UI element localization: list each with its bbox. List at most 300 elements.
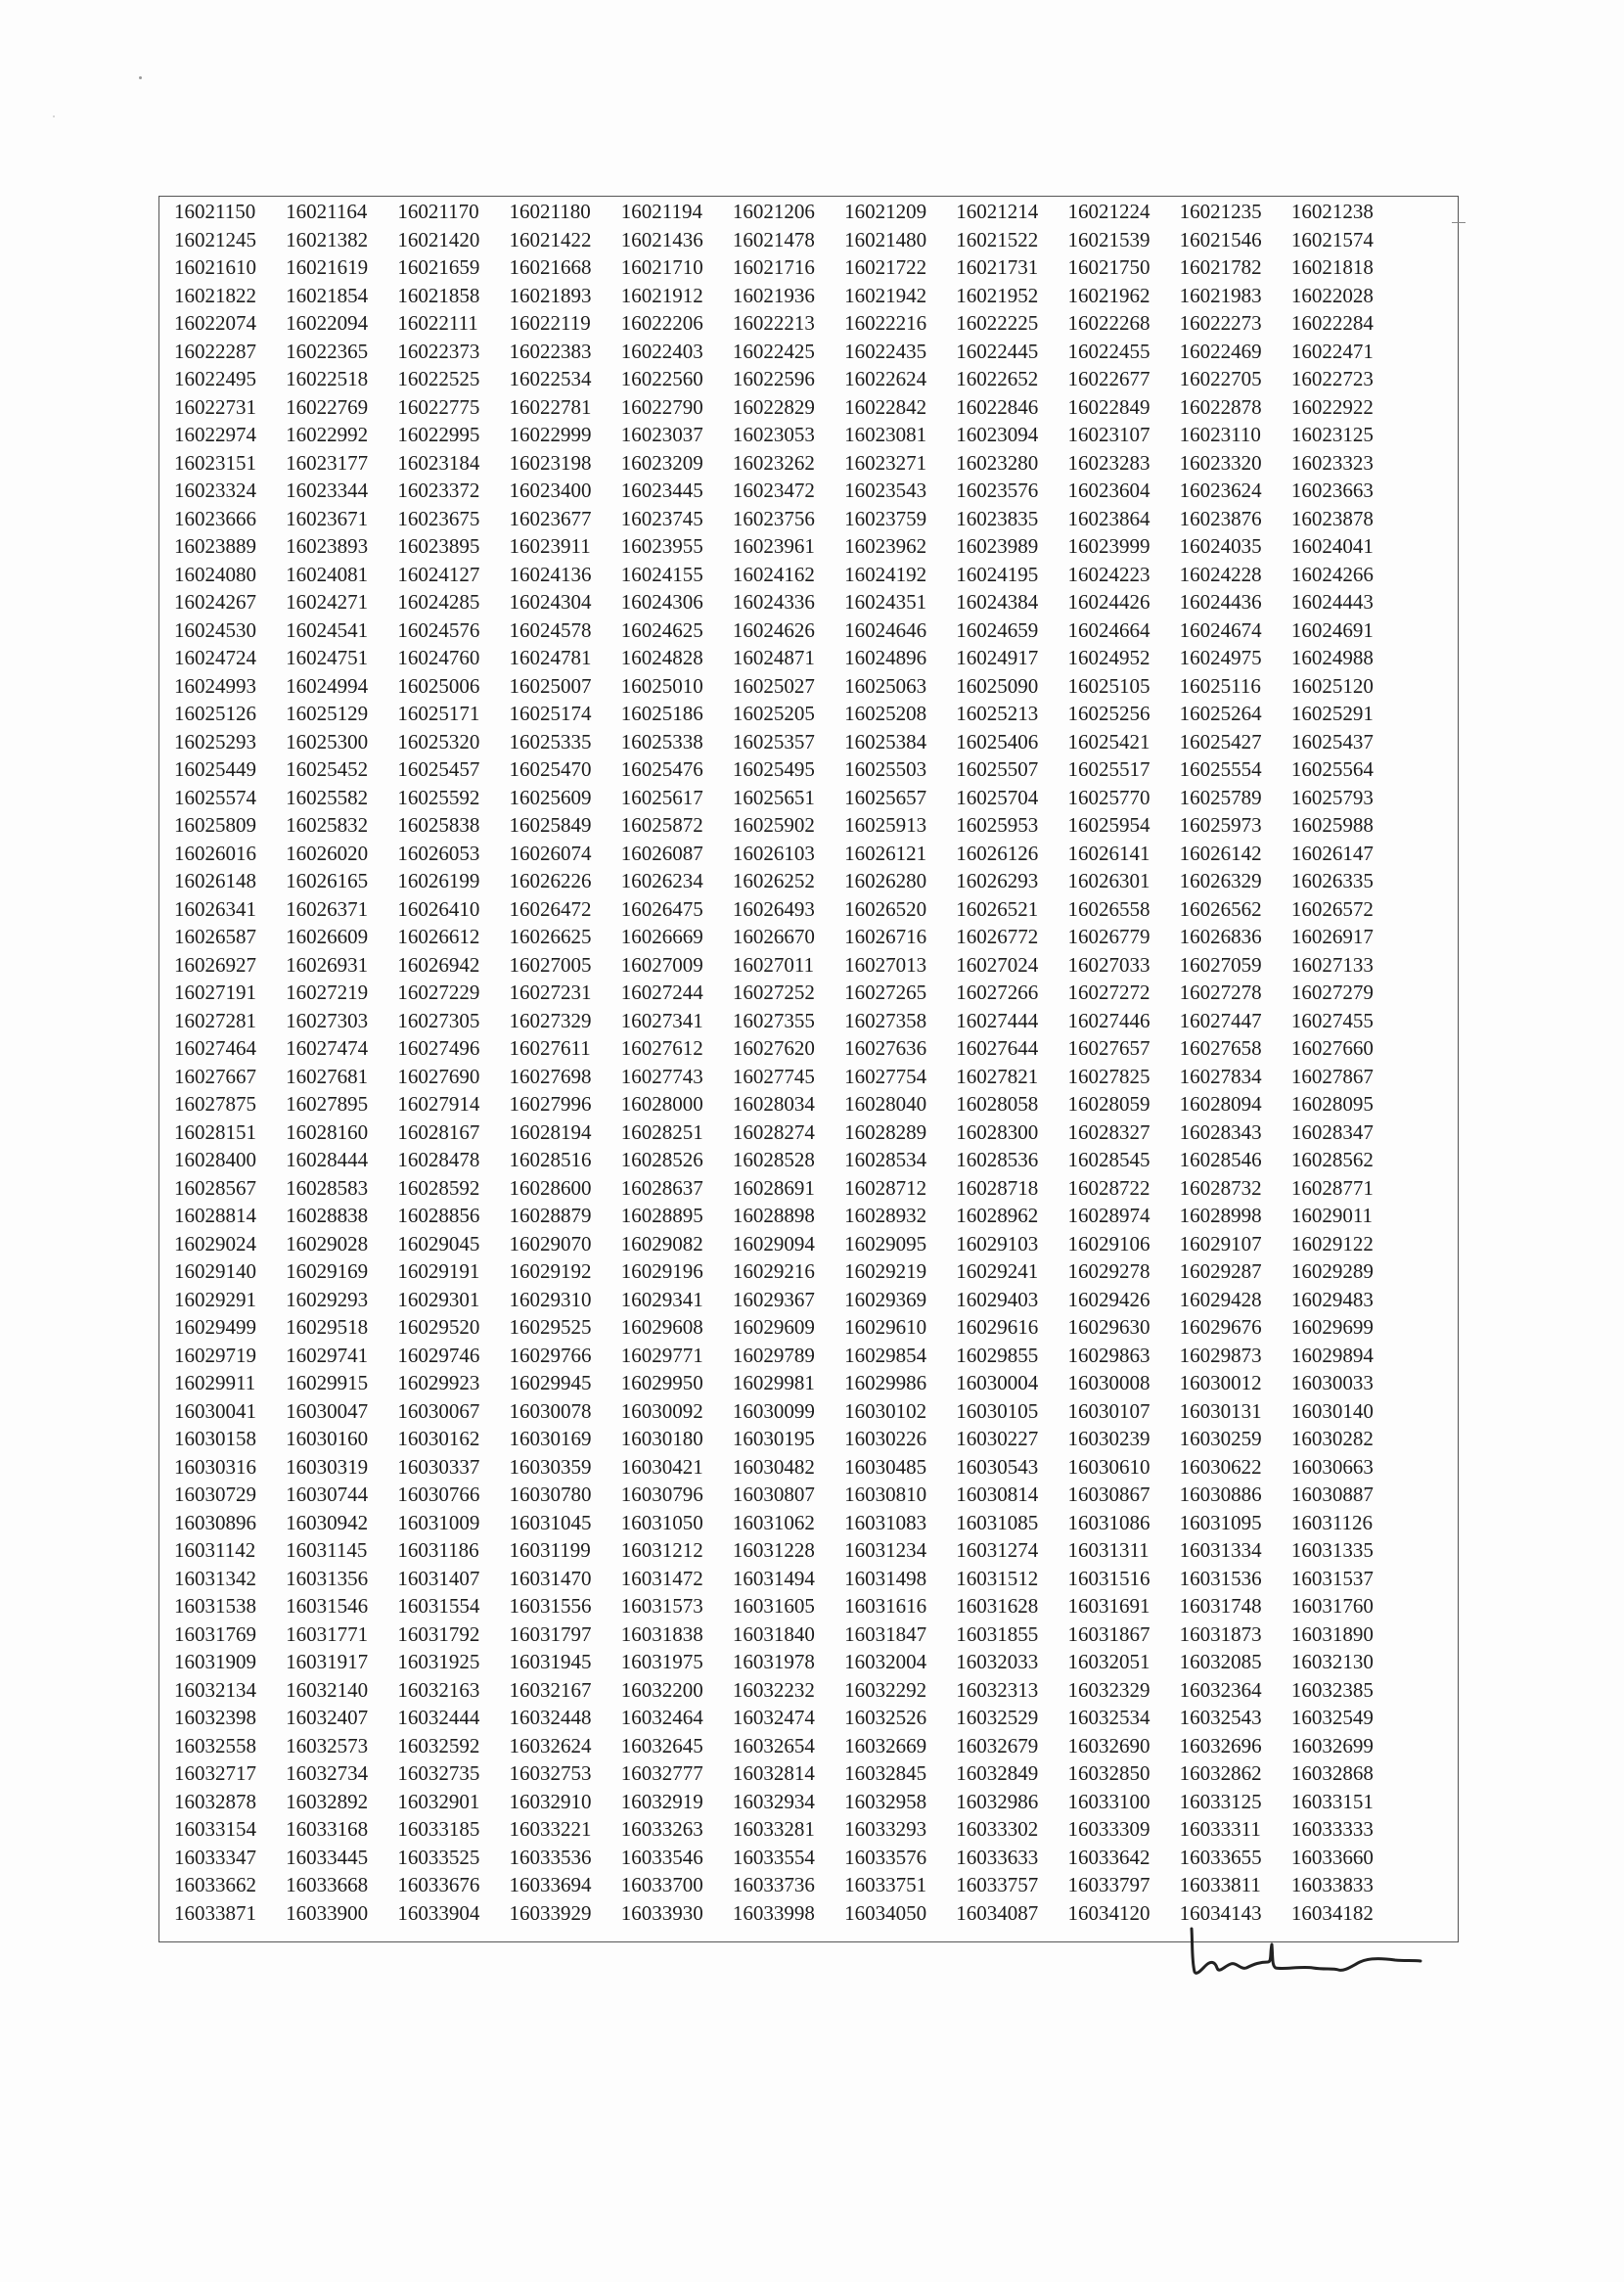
table-cell: 16025205 bbox=[732, 702, 815, 725]
table-cell: 16029192 bbox=[509, 1259, 592, 1283]
table-cell: 16029278 bbox=[1067, 1259, 1150, 1283]
table-cell: 16023262 bbox=[732, 450, 815, 475]
table-cell: 16024195 bbox=[956, 562, 1039, 586]
table-cell: 16029191 bbox=[397, 1259, 480, 1283]
table-cell: 16025116 bbox=[1179, 673, 1261, 698]
table-cell: 16027698 bbox=[509, 1064, 592, 1088]
table-cell: 16030744 bbox=[286, 1483, 369, 1506]
table-cell: 16029045 bbox=[397, 1231, 480, 1255]
table-cell: 16025809 bbox=[174, 813, 256, 837]
table-cell: 16029894 bbox=[1290, 1343, 1374, 1367]
table-cell: 16034050 bbox=[844, 1900, 927, 1925]
table-cell: 16021194 bbox=[620, 200, 702, 223]
table-cell: 16030195 bbox=[732, 1427, 815, 1450]
table-cell: 16026927 bbox=[174, 952, 256, 977]
table-cell: 16029945 bbox=[509, 1371, 592, 1394]
table-cell: 16028516 bbox=[509, 1148, 592, 1171]
table-cell: 16030814 bbox=[956, 1483, 1039, 1506]
table-cell: 16026053 bbox=[397, 841, 480, 865]
table-cell: 16026670 bbox=[732, 925, 815, 948]
table-cell: 16033662 bbox=[174, 1873, 256, 1896]
table-cell: 16024192 bbox=[844, 562, 927, 586]
table-cell: 16030008 bbox=[1067, 1371, 1150, 1394]
table-cell: 16030140 bbox=[1290, 1398, 1374, 1423]
table-cell: 16028251 bbox=[620, 1119, 703, 1144]
table-cell: 16021942 bbox=[844, 283, 927, 307]
table-cell: 16034182 bbox=[1290, 1900, 1374, 1925]
table-cell: 16026126 bbox=[956, 841, 1039, 865]
table-cell: 16032140 bbox=[286, 1677, 369, 1702]
table-cell: 16029289 bbox=[1290, 1259, 1374, 1283]
table-cell: 16021731 bbox=[956, 255, 1039, 279]
table-cell: 16033221 bbox=[509, 1817, 592, 1841]
table-cell: 16028058 bbox=[956, 1092, 1039, 1116]
table-cell: 16027265 bbox=[844, 981, 927, 1004]
table-cell: 16029216 bbox=[732, 1259, 815, 1283]
table-cell: 16029024 bbox=[174, 1231, 256, 1255]
table-cell: 16030227 bbox=[956, 1427, 1039, 1450]
table-cell: 16031274 bbox=[956, 1538, 1039, 1562]
table-cell: 16025300 bbox=[286, 729, 369, 753]
table-cell: 16027033 bbox=[1067, 952, 1150, 977]
table-cell: 16021854 bbox=[286, 283, 369, 307]
table-cell: 16025838 bbox=[397, 813, 480, 837]
table-cell: 16030867 bbox=[1067, 1483, 1150, 1506]
table-cell: 16032167 bbox=[509, 1677, 592, 1702]
table-cell: 16030282 bbox=[1290, 1427, 1374, 1450]
table-cell: 16025320 bbox=[397, 729, 480, 753]
table-cell: 16022652 bbox=[956, 367, 1039, 390]
table-cell: 16027612 bbox=[620, 1036, 703, 1060]
table-cell: 16030807 bbox=[732, 1483, 815, 1506]
table-cell: 16033757 bbox=[956, 1873, 1039, 1896]
table-cell: 16028932 bbox=[844, 1204, 927, 1227]
table-cell: 16027754 bbox=[844, 1064, 927, 1088]
table-cell: 16025988 bbox=[1290, 813, 1374, 837]
table-cell: 16033655 bbox=[1179, 1845, 1262, 1869]
table-cell: 16030319 bbox=[286, 1454, 369, 1479]
table-cell: 16029915 bbox=[286, 1371, 369, 1394]
table-cell: 16029028 bbox=[286, 1231, 369, 1255]
table-cell: 16034120 bbox=[1067, 1900, 1150, 1925]
table-cell: 16022225 bbox=[956, 311, 1039, 335]
table-cell: 16033281 bbox=[732, 1817, 815, 1841]
table-cell: 16031978 bbox=[732, 1650, 815, 1673]
table-cell: 16023177 bbox=[286, 450, 369, 475]
table-cell: 16023320 bbox=[1179, 450, 1262, 475]
table-cell: 16025770 bbox=[1067, 785, 1150, 809]
table-cell: 16032892 bbox=[286, 1789, 369, 1813]
table-cell: 16028040 bbox=[844, 1092, 927, 1116]
table-cell: 16021238 bbox=[1290, 200, 1374, 223]
table-cell: 16028536 bbox=[956, 1148, 1039, 1171]
table-cell: 16025129 bbox=[286, 702, 369, 725]
table-cell: 16026087 bbox=[620, 841, 703, 865]
table-cell: 16022403 bbox=[620, 339, 703, 363]
table-cell: 16024035 bbox=[1179, 534, 1262, 558]
table-cell: 16022425 bbox=[732, 339, 815, 363]
table-cell: 16024659 bbox=[956, 617, 1039, 642]
table-cell: 16022534 bbox=[509, 367, 592, 390]
table-cell: 16021983 bbox=[1179, 283, 1262, 307]
table-cell: 16031494 bbox=[732, 1566, 815, 1590]
table-cell: 16028327 bbox=[1067, 1119, 1150, 1144]
table-cell: 16031142 bbox=[174, 1538, 256, 1562]
table-cell: 16034087 bbox=[956, 1900, 1039, 1925]
table-cell: 16025452 bbox=[286, 757, 369, 781]
table-cell: 16024917 bbox=[956, 646, 1039, 669]
table-cell: 16032529 bbox=[956, 1706, 1039, 1729]
table-cell: 16023878 bbox=[1290, 506, 1374, 530]
table-cell: 16030622 bbox=[1179, 1454, 1262, 1479]
table-cell: 16023324 bbox=[174, 479, 256, 502]
table-cell: 16027013 bbox=[844, 952, 927, 977]
table-cell: 16030610 bbox=[1067, 1454, 1150, 1479]
table-cell: 16021245 bbox=[174, 227, 256, 251]
table-cell: 16023344 bbox=[286, 479, 369, 502]
table-cell: 16021574 bbox=[1290, 227, 1374, 251]
table-cell: 16032845 bbox=[844, 1761, 927, 1785]
table-cell: 16024674 bbox=[1179, 617, 1262, 642]
table-cell: 16022790 bbox=[620, 394, 703, 419]
table-cell: 16025592 bbox=[397, 785, 480, 809]
table-cell: 16032814 bbox=[732, 1761, 815, 1785]
table-cell: 16029011 bbox=[1290, 1204, 1374, 1227]
table-cell: 16032868 bbox=[1290, 1761, 1374, 1785]
table-cell: 16029746 bbox=[397, 1343, 480, 1367]
table-cell: 16029771 bbox=[620, 1343, 703, 1367]
table-cell: 16025406 bbox=[956, 729, 1039, 753]
table-cell: 16022206 bbox=[620, 311, 703, 335]
table-cell: 16032051 bbox=[1067, 1650, 1150, 1673]
table-cell: 16027745 bbox=[732, 1064, 815, 1088]
table-cell: 16022596 bbox=[732, 367, 815, 390]
table-cell: 16031228 bbox=[732, 1538, 815, 1562]
table-cell: 16029630 bbox=[1067, 1315, 1150, 1339]
table-cell: 16024155 bbox=[620, 562, 703, 586]
table-cell: 16023911 bbox=[509, 534, 591, 558]
table-cell: 16022995 bbox=[397, 423, 480, 446]
table-cell: 16026234 bbox=[620, 869, 703, 892]
table-cell: 16033536 bbox=[509, 1845, 592, 1869]
table-cell: 16029863 bbox=[1067, 1343, 1150, 1367]
table-cell: 16028095 bbox=[1290, 1092, 1374, 1116]
table-cell: 16030226 bbox=[844, 1427, 927, 1450]
table-cell: 16027005 bbox=[509, 952, 592, 977]
table-cell: 16032958 bbox=[844, 1789, 927, 1813]
table-cell: 16030485 bbox=[844, 1454, 927, 1479]
table-cell: 16029518 bbox=[286, 1315, 369, 1339]
table-cell: 16027825 bbox=[1067, 1064, 1150, 1088]
table-cell: 16027496 bbox=[397, 1036, 480, 1060]
table-cell: 16033302 bbox=[956, 1817, 1039, 1841]
table-cell: 16026572 bbox=[1290, 896, 1374, 921]
table-cell: 16030067 bbox=[397, 1398, 480, 1423]
table-cell: 16023759 bbox=[844, 506, 927, 530]
table-cell: 16031760 bbox=[1290, 1594, 1374, 1618]
table-cell: 16031472 bbox=[620, 1566, 703, 1590]
table-cell: 16024228 bbox=[1179, 562, 1262, 586]
table-cell: 16025609 bbox=[509, 785, 592, 809]
table-cell: 16023209 bbox=[620, 450, 703, 475]
table-cell: 16029525 bbox=[509, 1315, 592, 1339]
table-cell: 16031516 bbox=[1067, 1566, 1150, 1590]
table-cell: 16031945 bbox=[509, 1650, 592, 1673]
table-cell: 16025554 bbox=[1179, 757, 1262, 781]
table-cell: 16024626 bbox=[732, 617, 815, 642]
table-cell: 16024994 bbox=[286, 673, 369, 698]
table-cell: 16026016 bbox=[174, 841, 256, 865]
table-cell: 16024436 bbox=[1179, 590, 1262, 614]
table-cell: 16023895 bbox=[397, 534, 480, 558]
table-cell: 16026410 bbox=[397, 896, 480, 921]
table-cell: 16021170 bbox=[397, 200, 479, 223]
table-cell: 16029341 bbox=[620, 1287, 703, 1311]
table-cell: 16033311 bbox=[1179, 1817, 1261, 1841]
table-cell: 16027024 bbox=[956, 952, 1039, 977]
scan-speck bbox=[139, 76, 142, 79]
table-cell: 16029986 bbox=[844, 1371, 927, 1394]
table-cell: 16024080 bbox=[174, 562, 256, 586]
table-cell: 16024285 bbox=[397, 590, 480, 614]
table-cell: 16030105 bbox=[956, 1398, 1039, 1423]
table-cell: 16028856 bbox=[397, 1204, 480, 1227]
table-cell: 16024724 bbox=[174, 646, 256, 669]
table-cell: 16024646 bbox=[844, 617, 927, 642]
table-cell: 16025617 bbox=[620, 785, 703, 809]
table-cell: 16022273 bbox=[1179, 311, 1262, 335]
table-cell: 16025832 bbox=[286, 813, 369, 837]
table-cell: 16032534 bbox=[1067, 1706, 1150, 1729]
table-cell: 16022999 bbox=[509, 423, 592, 446]
table-cell: 16026199 bbox=[397, 869, 480, 892]
table-cell: 16031554 bbox=[397, 1594, 480, 1618]
table-cell: 16027279 bbox=[1290, 981, 1374, 1004]
table-cell: 16027834 bbox=[1179, 1064, 1262, 1088]
table-cell: 16026252 bbox=[732, 869, 815, 892]
table-cell: 16026612 bbox=[397, 925, 480, 948]
table-cell: 16028898 bbox=[732, 1204, 815, 1227]
table-cell: 16022781 bbox=[509, 394, 592, 419]
table-cell: 16031909 bbox=[174, 1650, 256, 1673]
table-cell: 16027303 bbox=[286, 1008, 369, 1032]
table-cell: 16033998 bbox=[732, 1900, 815, 1925]
table-cell: 16025007 bbox=[509, 673, 592, 698]
table-cell: 16023037 bbox=[620, 423, 703, 446]
table-cell: 16023543 bbox=[844, 479, 927, 502]
table-cell: 16030004 bbox=[956, 1371, 1039, 1394]
table-cell: 16032444 bbox=[397, 1706, 480, 1729]
table-cell: 16031538 bbox=[174, 1594, 256, 1618]
table-cell: 16023989 bbox=[956, 534, 1039, 558]
table-cell: 16027867 bbox=[1290, 1064, 1374, 1088]
table-cell: 16028962 bbox=[956, 1204, 1039, 1227]
table-cell: 16023445 bbox=[620, 479, 703, 502]
table-cell: 16026020 bbox=[286, 841, 369, 865]
table-cell: 16029609 bbox=[732, 1315, 815, 1339]
table-cell: 16029287 bbox=[1179, 1259, 1262, 1283]
table-cell: 16021164 bbox=[286, 200, 368, 223]
table-cell: 16025495 bbox=[732, 757, 815, 781]
table-cell: 16033929 bbox=[509, 1900, 592, 1925]
table-cell: 16028343 bbox=[1179, 1119, 1262, 1144]
table-cell: 16033445 bbox=[286, 1845, 369, 1869]
table-cell: 16026148 bbox=[174, 869, 256, 892]
table-cell: 16025564 bbox=[1290, 757, 1374, 781]
table-cell: 16029616 bbox=[956, 1315, 1039, 1339]
table-cell: 16021235 bbox=[1179, 200, 1262, 223]
table-cell: 16029610 bbox=[844, 1315, 927, 1339]
table-cell: 16028974 bbox=[1067, 1204, 1150, 1227]
table-cell: 16033100 bbox=[1067, 1789, 1150, 1813]
table-cell: 16023198 bbox=[509, 450, 592, 475]
table-cell: 16025872 bbox=[620, 813, 703, 837]
table-cell: 16029950 bbox=[620, 1371, 703, 1394]
table-cell: 16025335 bbox=[509, 729, 592, 753]
table-cell: 16022028 bbox=[1290, 283, 1374, 307]
table-cell: 16030160 bbox=[286, 1427, 369, 1450]
table-cell: 16032085 bbox=[1179, 1650, 1262, 1673]
table-cell: 16024760 bbox=[397, 646, 480, 669]
table-cell: 16031771 bbox=[286, 1621, 369, 1646]
table-cell: 16033811 bbox=[1179, 1873, 1261, 1896]
table-cell: 16033185 bbox=[397, 1817, 480, 1841]
table-cell: 16023053 bbox=[732, 423, 815, 446]
table-cell: 16027455 bbox=[1290, 1008, 1374, 1032]
table-cell: 16030359 bbox=[509, 1454, 592, 1479]
table-cell: 16033554 bbox=[732, 1845, 815, 1869]
signature-icon bbox=[1186, 1923, 1428, 1993]
table-cell: 16025457 bbox=[397, 757, 480, 781]
table-cell: 16022287 bbox=[174, 339, 256, 363]
table-cell: 16032474 bbox=[732, 1706, 815, 1729]
table-cell: 16028300 bbox=[956, 1119, 1039, 1144]
table-cell: 16028732 bbox=[1179, 1175, 1262, 1200]
table-cell: 16022284 bbox=[1290, 311, 1374, 335]
table-cell: 16031095 bbox=[1179, 1510, 1262, 1534]
table-cell: 16025503 bbox=[844, 757, 927, 781]
table-cell: 16031925 bbox=[397, 1650, 480, 1673]
table-cell: 16026165 bbox=[286, 869, 369, 892]
table-cell: 16023081 bbox=[844, 423, 927, 446]
table-cell: 16023184 bbox=[397, 450, 480, 475]
table-cell: 16022849 bbox=[1067, 394, 1150, 419]
table-cell: 16031126 bbox=[1290, 1510, 1374, 1534]
table-cell: 16021716 bbox=[732, 255, 815, 279]
table-cell: 16029483 bbox=[1290, 1287, 1374, 1311]
table-cell: 16027358 bbox=[844, 1008, 927, 1032]
table-cell: 16021822 bbox=[174, 283, 256, 307]
table-cell: 16025027 bbox=[732, 673, 815, 698]
table-cell: 16027447 bbox=[1179, 1008, 1262, 1032]
table-cell: 16032448 bbox=[509, 1706, 592, 1729]
table-cell: 16033525 bbox=[397, 1845, 480, 1869]
table-cell: 16033797 bbox=[1067, 1873, 1150, 1896]
table-cell: 16034143 bbox=[1179, 1900, 1262, 1925]
table-cell: 16029789 bbox=[732, 1343, 815, 1367]
table-cell: 16030780 bbox=[509, 1483, 592, 1506]
table-cell: 16033293 bbox=[844, 1817, 927, 1841]
table-cell: 16022775 bbox=[397, 394, 480, 419]
table-cell: 16031145 bbox=[286, 1538, 368, 1562]
table-cell: 16024691 bbox=[1290, 617, 1374, 642]
table-cell: 16025582 bbox=[286, 785, 369, 809]
table-cell: 16025437 bbox=[1290, 729, 1374, 753]
table-cell: 16022216 bbox=[844, 311, 927, 335]
table-cell: 16027191 bbox=[174, 981, 256, 1004]
table-cell: 16027009 bbox=[620, 952, 703, 977]
table-cell: 16027895 bbox=[286, 1092, 369, 1116]
table-cell: 16027667 bbox=[174, 1064, 256, 1088]
table-cell: 16022383 bbox=[509, 339, 592, 363]
table-cell: 16023280 bbox=[956, 450, 1039, 475]
table-cell: 16026475 bbox=[620, 896, 703, 921]
table-cell: 16021150 bbox=[174, 200, 256, 223]
table-cell: 16029676 bbox=[1179, 1315, 1262, 1339]
table-cell: 16023151 bbox=[174, 450, 256, 475]
table-cell: 16027690 bbox=[397, 1064, 480, 1088]
table-cell: 16029103 bbox=[956, 1231, 1039, 1255]
table-cell: 16030033 bbox=[1290, 1371, 1374, 1394]
table-cell: 16025849 bbox=[509, 813, 592, 837]
table-cell: 16031605 bbox=[732, 1594, 815, 1618]
table-cell: 16030766 bbox=[397, 1483, 480, 1506]
table-cell: 16029719 bbox=[174, 1343, 256, 1367]
table-cell: 16032777 bbox=[620, 1761, 703, 1785]
table-cell: 16028400 bbox=[174, 1148, 256, 1171]
table-cell: 16025126 bbox=[174, 702, 256, 725]
table-cell: 16024988 bbox=[1290, 646, 1374, 669]
table-cell: 16029608 bbox=[620, 1315, 703, 1339]
table-cell: 16028545 bbox=[1067, 1148, 1150, 1171]
table-cell: 16025973 bbox=[1179, 813, 1262, 837]
table-cell: 16031334 bbox=[1179, 1538, 1262, 1562]
table-cell: 16023835 bbox=[956, 506, 1039, 530]
table-cell: 16021480 bbox=[844, 227, 927, 251]
table-cell: 16024384 bbox=[956, 590, 1039, 614]
table-cell: 16029196 bbox=[620, 1259, 703, 1283]
table-cell: 16025293 bbox=[174, 729, 256, 753]
table-cell: 16024351 bbox=[844, 590, 927, 614]
table-cell: 16024266 bbox=[1290, 562, 1374, 586]
table-cell: 16025517 bbox=[1067, 757, 1150, 781]
table-cell: 16029520 bbox=[397, 1315, 480, 1339]
table-cell: 16031556 bbox=[509, 1594, 592, 1618]
table-cell: 16031498 bbox=[844, 1566, 927, 1590]
table-cell: 16027219 bbox=[286, 981, 369, 1004]
table-cell: 16025291 bbox=[1290, 702, 1374, 725]
table-cell: 16033151 bbox=[1290, 1789, 1374, 1813]
table-cell: 16031186 bbox=[397, 1538, 479, 1562]
table-cell: 16023372 bbox=[397, 479, 480, 502]
scan-speck bbox=[53, 115, 55, 117]
table-cell: 16030102 bbox=[844, 1398, 927, 1423]
table-cell: 16026103 bbox=[732, 841, 815, 865]
table-cell: 16031086 bbox=[1067, 1510, 1150, 1534]
table-cell: 16025338 bbox=[620, 729, 703, 753]
table-cell: 16027011 bbox=[732, 952, 815, 977]
table-cell: 16025213 bbox=[956, 702, 1039, 725]
table-cell: 16028879 bbox=[509, 1204, 592, 1227]
table-cell: 16024304 bbox=[509, 590, 592, 614]
table-cell: 16024664 bbox=[1067, 617, 1150, 642]
table-cell: 16032734 bbox=[286, 1761, 369, 1785]
table-cell: 16023876 bbox=[1179, 506, 1262, 530]
table-cell: 16023864 bbox=[1067, 506, 1150, 530]
table-cell: 16025357 bbox=[732, 729, 815, 753]
table-cell: 16025063 bbox=[844, 673, 927, 698]
table-cell: 16029122 bbox=[1290, 1231, 1374, 1255]
